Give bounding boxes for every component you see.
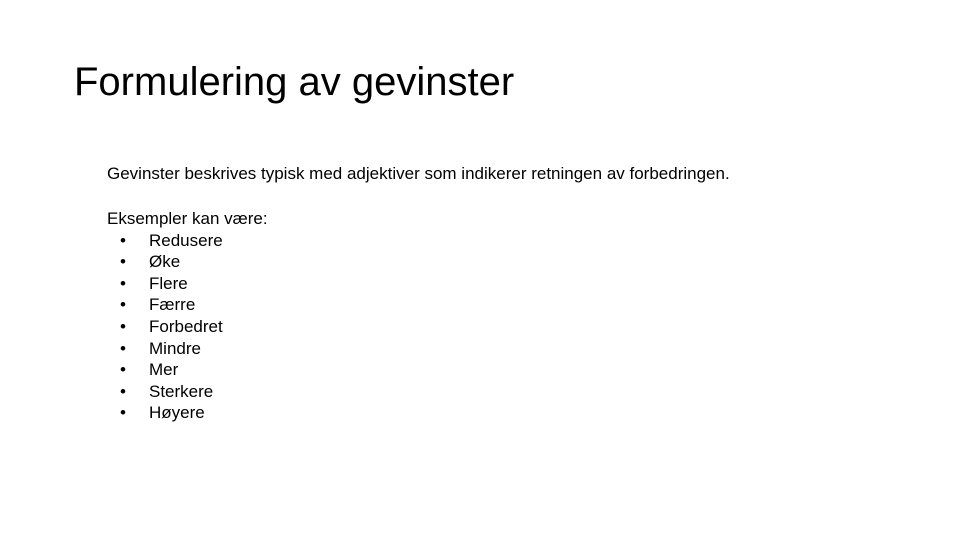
list-item-text: Forbedret bbox=[149, 316, 223, 336]
list-item-text: Mindre bbox=[149, 338, 201, 358]
list-item-text: Flere bbox=[149, 273, 188, 293]
examples-label: Eksempler kan være: bbox=[107, 209, 268, 228]
list-item bbox=[107, 359, 223, 381]
list-item bbox=[107, 251, 223, 273]
bullet-icon: • bbox=[120, 316, 126, 336]
bullet-icon: • bbox=[120, 360, 126, 380]
list-item-text: Sterkere bbox=[149, 381, 214, 401]
list-item bbox=[107, 294, 223, 316]
intro-text: Gevinster beskrives typisk med adjektiver som indikerer retningen av forbedringen. bbox=[107, 164, 730, 183]
list-item bbox=[107, 381, 223, 403]
list-item bbox=[107, 338, 223, 360]
list-item bbox=[107, 316, 223, 338]
list-item bbox=[107, 402, 223, 424]
list-item-text: Høyere bbox=[149, 403, 205, 423]
bullet-icon: • bbox=[120, 252, 126, 272]
bullet-icon: • bbox=[120, 295, 126, 315]
bullet-icon: • bbox=[120, 381, 126, 401]
list-item-text: Færre bbox=[149, 295, 196, 315]
list-item bbox=[107, 273, 223, 295]
examples-list bbox=[107, 230, 223, 424]
list-item-text: Redusere bbox=[149, 230, 223, 250]
list-item-text: Øke bbox=[149, 252, 181, 272]
list-item-text: Mer bbox=[149, 360, 179, 380]
bullet-icon: • bbox=[120, 273, 126, 293]
slide-title: Formulering av gevinster bbox=[74, 60, 515, 104]
list-item bbox=[107, 230, 223, 252]
bullet-icon: • bbox=[120, 230, 126, 250]
bullet-icon: • bbox=[120, 403, 126, 423]
bullet-icon: • bbox=[120, 338, 126, 358]
